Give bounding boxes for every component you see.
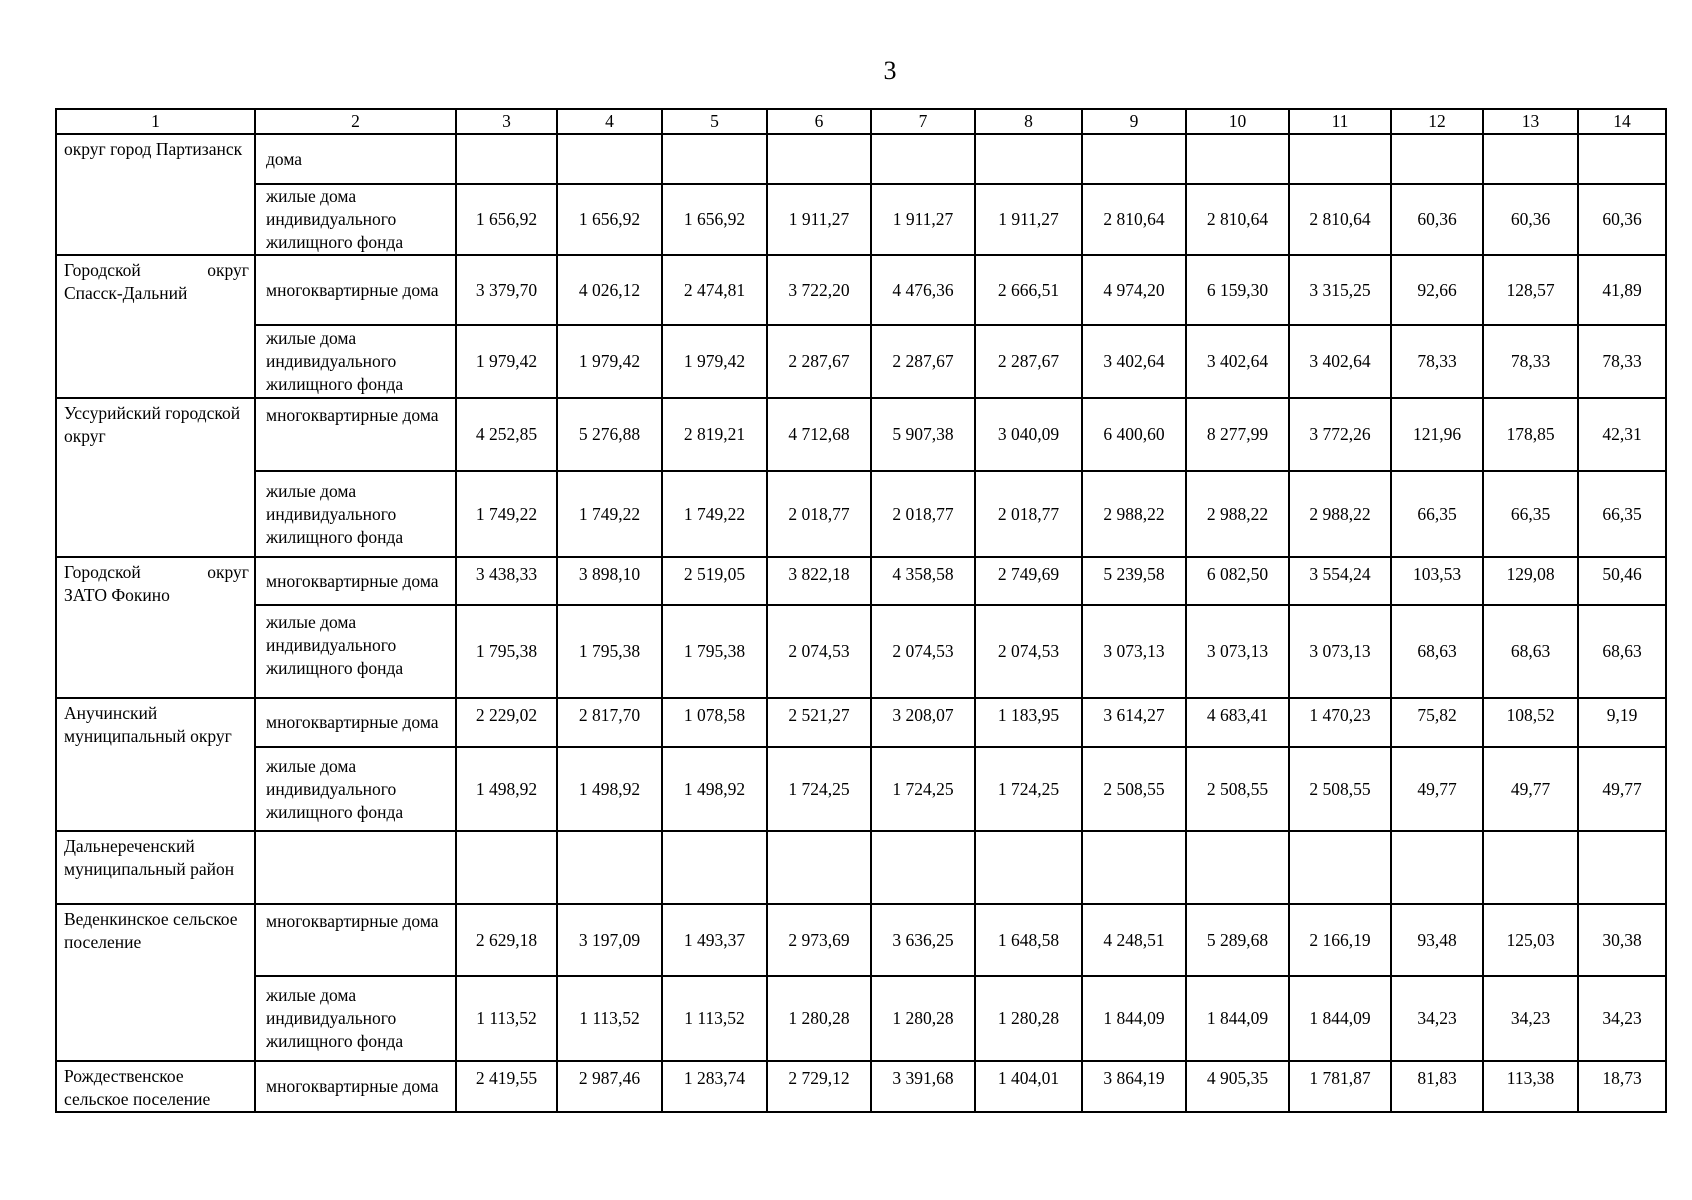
municipality-cell: Веденкинское сельское поселение	[56, 904, 255, 1061]
housing-type-cell: жилые дома индивидуального жилищного фонда	[255, 976, 456, 1061]
table-row	[56, 325, 1666, 398]
column-number: 3	[456, 109, 557, 134]
value-cell: 3 315,25	[1289, 255, 1391, 325]
value-cell: 2 508,55	[1186, 747, 1289, 831]
table-row	[56, 831, 1666, 904]
value-cell: 3 379,70	[456, 255, 557, 325]
value-cell: 3 208,07	[871, 698, 975, 747]
value-cell: 66,35	[1578, 471, 1666, 557]
column-number: 5	[662, 109, 767, 134]
value-cell: 3 402,64	[1186, 325, 1289, 398]
value-cell: 108,52	[1483, 698, 1578, 747]
table-row	[56, 134, 1666, 184]
column-number: 6	[767, 109, 871, 134]
value-cell: 2 629,18	[456, 904, 557, 976]
value-cell	[1082, 134, 1186, 184]
value-cell: 18,73	[1578, 1061, 1666, 1112]
table-row	[56, 747, 1666, 831]
value-cell	[767, 134, 871, 184]
value-cell: 1 795,38	[456, 605, 557, 698]
value-cell: 2 666,51	[975, 255, 1082, 325]
value-cell: 2 018,77	[871, 471, 975, 557]
value-cell: 2 474,81	[662, 255, 767, 325]
column-number: 7	[871, 109, 975, 134]
value-cell: 2 229,02	[456, 698, 557, 747]
value-cell: 3 073,13	[1289, 605, 1391, 698]
value-cell: 2 973,69	[767, 904, 871, 976]
value-cell: 1 724,25	[871, 747, 975, 831]
value-cell: 2 729,12	[767, 1061, 871, 1112]
value-cell: 1 283,74	[662, 1061, 767, 1112]
empty-cell	[1289, 831, 1391, 904]
value-cell: 6 400,60	[1082, 398, 1186, 471]
value-cell: 1 493,37	[662, 904, 767, 976]
value-cell: 60,36	[1578, 184, 1666, 255]
value-cell: 3 073,13	[1186, 605, 1289, 698]
column-number: 8	[975, 109, 1082, 134]
value-cell: 30,38	[1578, 904, 1666, 976]
column-number-row	[56, 109, 1666, 134]
value-cell: 5 239,58	[1082, 557, 1186, 605]
column-number: 13	[1483, 109, 1578, 134]
tariff-table	[55, 108, 1667, 1113]
column-number: 2	[255, 109, 456, 134]
value-cell: 3 554,24	[1289, 557, 1391, 605]
housing-type-cell: жилые дома индивидуального жилищного фонда	[255, 325, 456, 398]
value-cell: 34,23	[1391, 976, 1483, 1061]
value-cell: 5 276,88	[557, 398, 662, 471]
value-cell: 78,33	[1391, 325, 1483, 398]
column-number: 14	[1578, 109, 1666, 134]
municipality-line: Городской округ	[64, 260, 249, 280]
value-cell: 1 648,58	[975, 904, 1082, 976]
value-cell: 2 287,67	[975, 325, 1082, 398]
value-cell: 92,66	[1391, 255, 1483, 325]
value-cell: 1 979,42	[557, 325, 662, 398]
value-cell: 2 018,77	[767, 471, 871, 557]
value-cell: 5 907,38	[871, 398, 975, 471]
empty-cell	[1082, 831, 1186, 904]
value-cell: 8 277,99	[1186, 398, 1289, 471]
value-cell: 1 844,09	[1289, 976, 1391, 1061]
housing-type-cell: многоквартирные дома	[255, 904, 456, 976]
empty-cell	[767, 831, 871, 904]
value-cell: 75,82	[1391, 698, 1483, 747]
value-cell: 4 252,85	[456, 398, 557, 471]
column-number: 12	[1391, 109, 1483, 134]
value-cell: 68,63	[1578, 605, 1666, 698]
value-cell: 2 074,53	[767, 605, 871, 698]
value-cell: 1 280,28	[975, 976, 1082, 1061]
value-cell: 1 844,09	[1082, 976, 1186, 1061]
value-cell: 121,96	[1391, 398, 1483, 471]
value-cell: 2 988,22	[1289, 471, 1391, 557]
value-cell: 2 287,67	[871, 325, 975, 398]
column-number: 11	[1289, 109, 1391, 134]
value-cell: 1 749,22	[557, 471, 662, 557]
table-row	[56, 698, 1666, 747]
municipality-line: ЗАТО Фокино	[64, 585, 170, 605]
value-cell: 3 402,64	[1082, 325, 1186, 398]
value-cell: 1 656,92	[557, 184, 662, 255]
value-cell	[662, 134, 767, 184]
table-row	[56, 1061, 1666, 1112]
value-cell	[1391, 134, 1483, 184]
table-row	[56, 398, 1666, 471]
value-cell: 1 724,25	[767, 747, 871, 831]
value-cell: 4 026,12	[557, 255, 662, 325]
value-cell: 1 113,52	[662, 976, 767, 1061]
empty-cell	[662, 831, 767, 904]
housing-type-cell: многоквартирные дома	[255, 1061, 456, 1112]
housing-type-cell: многоквартирные дома	[255, 398, 456, 471]
value-cell: 9,19	[1578, 698, 1666, 747]
value-cell: 1 498,92	[456, 747, 557, 831]
value-cell: 2 988,22	[1082, 471, 1186, 557]
value-cell: 1 781,87	[1289, 1061, 1391, 1112]
value-cell: 1 656,92	[456, 184, 557, 255]
value-cell: 66,35	[1391, 471, 1483, 557]
value-cell: 2 287,67	[767, 325, 871, 398]
municipality-line: Городской округ	[64, 562, 249, 582]
value-cell	[1289, 134, 1391, 184]
value-cell: 4 476,36	[871, 255, 975, 325]
value-cell: 34,23	[1578, 976, 1666, 1061]
housing-type-cell: жилые дома индивидуального жилищного фонда	[255, 747, 456, 831]
value-cell: 125,03	[1483, 904, 1578, 976]
housing-type-cell: многоквартирные дома	[255, 698, 456, 747]
value-cell: 6 082,50	[1186, 557, 1289, 605]
value-cell: 78,33	[1483, 325, 1578, 398]
value-cell: 1 979,42	[456, 325, 557, 398]
value-cell	[1483, 134, 1578, 184]
value-cell: 3 864,19	[1082, 1061, 1186, 1112]
value-cell: 4 712,68	[767, 398, 871, 471]
value-cell: 1 979,42	[662, 325, 767, 398]
value-cell	[871, 134, 975, 184]
value-cell: 2 810,64	[1186, 184, 1289, 255]
value-cell: 1 724,25	[975, 747, 1082, 831]
housing-type-cell: жилые дома индивидуального жилищного фонда	[255, 605, 456, 698]
value-cell: 34,23	[1483, 976, 1578, 1061]
table-row	[56, 557, 1666, 605]
value-cell: 50,46	[1578, 557, 1666, 605]
value-cell: 2 074,53	[975, 605, 1082, 698]
value-cell: 3 197,09	[557, 904, 662, 976]
value-cell: 3 822,18	[767, 557, 871, 605]
value-cell: 1 280,28	[767, 976, 871, 1061]
value-cell: 178,85	[1483, 398, 1578, 471]
value-cell: 1 844,09	[1186, 976, 1289, 1061]
column-number: 9	[1082, 109, 1186, 134]
empty-cell	[557, 831, 662, 904]
column-number: 1	[56, 109, 255, 134]
empty-cell	[871, 831, 975, 904]
value-cell: 6 159,30	[1186, 255, 1289, 325]
value-cell: 2 519,05	[662, 557, 767, 605]
municipality-line: Спасск-Дальний	[64, 283, 188, 303]
page-number: 3	[883, 56, 897, 85]
empty-cell	[1391, 831, 1483, 904]
municipality-cell: округ город Партизанск	[56, 134, 255, 255]
housing-type-cell: многоквартирные дома	[255, 255, 456, 325]
value-cell: 4 248,51	[1082, 904, 1186, 976]
value-cell: 4 683,41	[1186, 698, 1289, 747]
value-cell: 1 795,38	[557, 605, 662, 698]
value-cell: 60,36	[1483, 184, 1578, 255]
value-cell: 78,33	[1578, 325, 1666, 398]
municipality-cell: Рождественское сельское поселение	[56, 1061, 255, 1112]
column-number: 4	[557, 109, 662, 134]
empty-cell	[975, 831, 1082, 904]
column-number: 10	[1186, 109, 1289, 134]
value-cell: 60,36	[1391, 184, 1483, 255]
value-cell: 3 614,27	[1082, 698, 1186, 747]
empty-cell	[1186, 831, 1289, 904]
value-cell: 1 795,38	[662, 605, 767, 698]
value-cell: 2 987,46	[557, 1061, 662, 1112]
empty-cell	[255, 831, 456, 904]
value-cell: 1 749,22	[662, 471, 767, 557]
municipality-cell: Дальнереченский муниципальный район	[56, 831, 255, 904]
value-cell: 41,89	[1578, 255, 1666, 325]
value-cell: 1 749,22	[456, 471, 557, 557]
value-cell: 1 656,92	[662, 184, 767, 255]
empty-cell	[1578, 831, 1666, 904]
value-cell: 2 988,22	[1186, 471, 1289, 557]
value-cell: 66,35	[1483, 471, 1578, 557]
table-row	[56, 605, 1666, 698]
value-cell: 1 113,52	[557, 976, 662, 1061]
table-row	[56, 976, 1666, 1061]
value-cell: 1 078,58	[662, 698, 767, 747]
value-cell: 49,77	[1483, 747, 1578, 831]
table-row	[56, 184, 1666, 255]
value-cell: 3 636,25	[871, 904, 975, 976]
value-cell	[1578, 134, 1666, 184]
value-cell: 2 749,69	[975, 557, 1082, 605]
value-cell: 3 040,09	[975, 398, 1082, 471]
value-cell: 2 817,70	[557, 698, 662, 747]
value-cell: 4 358,58	[871, 557, 975, 605]
value-cell: 2 508,55	[1082, 747, 1186, 831]
housing-type-cell: дома	[255, 134, 456, 184]
municipality-cell: Уссурийский городской округ	[56, 398, 255, 557]
value-cell: 3 772,26	[1289, 398, 1391, 471]
municipality-cell	[56, 557, 255, 698]
value-cell: 1 404,01	[975, 1061, 1082, 1112]
value-cell: 1 280,28	[871, 976, 975, 1061]
value-cell: 2 018,77	[975, 471, 1082, 557]
value-cell: 93,48	[1391, 904, 1483, 976]
value-cell: 3 391,68	[871, 1061, 975, 1112]
value-cell: 1 498,92	[557, 747, 662, 831]
value-cell: 1 911,27	[767, 184, 871, 255]
table-row	[56, 904, 1666, 976]
value-cell: 4 905,35	[1186, 1061, 1289, 1112]
value-cell: 2 419,55	[456, 1061, 557, 1112]
value-cell: 2 166,19	[1289, 904, 1391, 976]
value-cell	[1186, 134, 1289, 184]
municipality-cell: Анучинский муниципальный округ	[56, 698, 255, 831]
housing-type-cell: жилые дома индивидуального жилищного фонда	[255, 471, 456, 557]
value-cell	[456, 134, 557, 184]
value-cell: 2 521,27	[767, 698, 871, 747]
value-cell	[557, 134, 662, 184]
value-cell: 3 722,20	[767, 255, 871, 325]
value-cell: 3 073,13	[1082, 605, 1186, 698]
value-cell: 113,38	[1483, 1061, 1578, 1112]
municipality-cell	[56, 255, 255, 398]
value-cell: 128,57	[1483, 255, 1578, 325]
value-cell: 3 402,64	[1289, 325, 1391, 398]
value-cell: 49,77	[1578, 747, 1666, 831]
empty-cell	[456, 831, 557, 904]
value-cell: 42,31	[1578, 398, 1666, 471]
value-cell: 2 508,55	[1289, 747, 1391, 831]
value-cell: 2 810,64	[1082, 184, 1186, 255]
value-cell: 1 498,92	[662, 747, 767, 831]
value-cell	[975, 134, 1082, 184]
housing-type-cell: многоквартирные дома	[255, 557, 456, 605]
value-cell: 1 911,27	[975, 184, 1082, 255]
table-row	[56, 471, 1666, 557]
value-cell: 129,08	[1483, 557, 1578, 605]
value-cell: 49,77	[1391, 747, 1483, 831]
value-cell: 68,63	[1483, 605, 1578, 698]
value-cell: 1 183,95	[975, 698, 1082, 747]
value-cell: 2 810,64	[1289, 184, 1391, 255]
value-cell: 1 470,23	[1289, 698, 1391, 747]
value-cell: 68,63	[1391, 605, 1483, 698]
value-cell: 2 074,53	[871, 605, 975, 698]
value-cell: 1 113,52	[456, 976, 557, 1061]
table-row	[56, 255, 1666, 325]
value-cell: 81,83	[1391, 1061, 1483, 1112]
value-cell: 3 438,33	[456, 557, 557, 605]
value-cell: 3 898,10	[557, 557, 662, 605]
value-cell: 5 289,68	[1186, 904, 1289, 976]
housing-type-cell: жилые дома индивидуального жилищного фонда	[255, 184, 456, 255]
empty-cell	[1483, 831, 1578, 904]
value-cell: 1 911,27	[871, 184, 975, 255]
value-cell: 4 974,20	[1082, 255, 1186, 325]
value-cell: 103,53	[1391, 557, 1483, 605]
value-cell: 2 819,21	[662, 398, 767, 471]
